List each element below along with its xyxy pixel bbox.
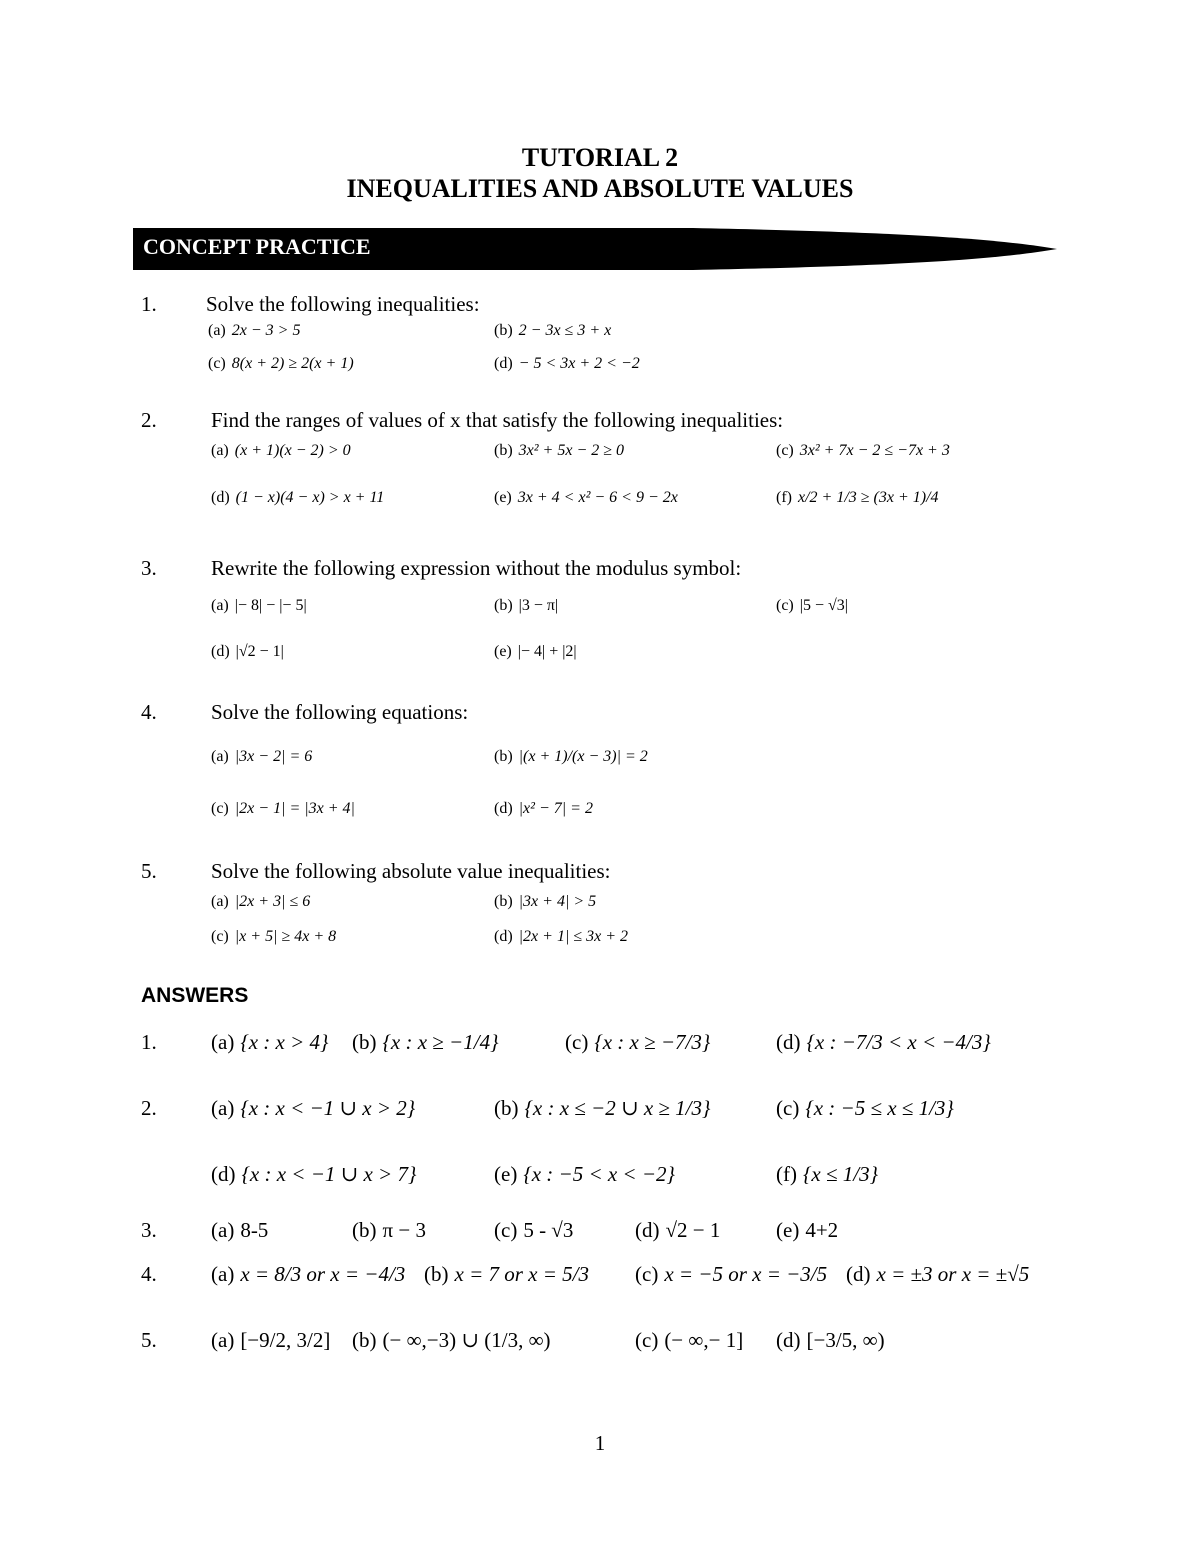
answer-part (776, 1152, 878, 1196)
part-expression: {x : x ≥ −1/4} (382, 1030, 499, 1054)
part-expression: {x ≤ 1/3} (802, 1162, 878, 1186)
part-label: (a) (211, 597, 229, 614)
part-label: (a) (211, 1096, 235, 1120)
answer-2-continued (0, 1152, 1200, 1196)
part-expression: √2 − 1 (665, 1218, 721, 1242)
part-expression: {x : x < −1 ∪ x > 7} (241, 1162, 417, 1186)
answer-5 (0, 1318, 1200, 1362)
question-part (494, 429, 624, 473)
part-label: (b) (352, 1030, 377, 1054)
part-label: (a) (211, 442, 229, 459)
answer-part (494, 1208, 573, 1252)
part-label: (f) (776, 489, 792, 506)
part-expression: 8(x + 2) ≥ 2(x + 1) (231, 355, 354, 372)
question-instruction: Solve the following inequalities: (206, 292, 480, 316)
part-label: (a) (211, 1328, 235, 1352)
question-part (494, 915, 628, 959)
part-label: (c) (211, 800, 229, 817)
part-expression: |√2 − 1| (235, 643, 284, 660)
part-label: (b) (494, 748, 513, 765)
answer-number: 4. (141, 1262, 157, 1286)
part-expression: {x : −5 < x < −2} (523, 1162, 675, 1186)
question-number: 4. (141, 700, 157, 724)
part-label: (c) (776, 442, 794, 459)
answer-part (846, 1252, 1029, 1296)
part-expression: [−3/5, ∞) (806, 1328, 885, 1352)
part-label: (a) (211, 1030, 235, 1054)
part-expression: 3x² + 5x − 2 ≥ 0 (518, 442, 625, 459)
part-expression: x = 8/3 or x = −4/3 (240, 1262, 406, 1286)
question-part (211, 429, 351, 473)
question-instruction: Find the ranges of values of x that satisfy the following inequalities: (211, 408, 784, 432)
part-label: (a) (208, 322, 226, 339)
answer-part (776, 1020, 991, 1064)
part-expression: |− 4| + |2| (517, 643, 577, 660)
question-3-row-1 (0, 584, 1200, 628)
question-5-row-2 (0, 915, 1200, 959)
part-expression: x = ±3 or x = ±√5 (876, 1262, 1030, 1286)
answer-part (635, 1208, 720, 1252)
page-title: TUTORIAL 2 (521, 143, 679, 172)
question-part (211, 735, 312, 779)
answer-number: 3. (141, 1218, 157, 1242)
question-3-row-2 (0, 630, 1200, 674)
question-part (776, 429, 950, 473)
part-expression: |− 8| − |− 5| (234, 597, 307, 614)
question-number: 5. (141, 859, 157, 883)
part-label: (b) (424, 1262, 449, 1286)
answers-heading: ANSWERS (141, 984, 249, 1007)
part-expression: 8-5 (240, 1218, 269, 1242)
part-expression: x = 7 or x = 5/3 (454, 1262, 589, 1286)
question-part (494, 342, 640, 386)
answer-part (211, 1318, 330, 1362)
part-label: (d) (635, 1218, 660, 1242)
part-expression: (x + 1)(x − 2) > 0 (234, 442, 351, 459)
part-label: (c) (635, 1262, 659, 1286)
answer-part (211, 1020, 328, 1064)
answer-part (352, 1020, 498, 1064)
part-expression: {x : x ≥ −7/3} (594, 1030, 711, 1054)
part-expression: |2x − 1| = |3x + 4| (234, 800, 355, 817)
answer-part (211, 1252, 405, 1296)
part-expression: |3 − π| (518, 597, 559, 614)
part-label: (d) (211, 1162, 236, 1186)
part-expression: 4+2 (805, 1218, 839, 1242)
question-4-row-2 (0, 787, 1200, 831)
part-label: (b) (494, 597, 513, 614)
part-expression: |x + 5| ≥ 4x + 8 (234, 928, 337, 945)
answer-number: 5. (141, 1328, 157, 1352)
part-label: (d) (211, 489, 230, 506)
part-label: (c) (776, 597, 794, 614)
part-expression: 5 - √3 (523, 1218, 574, 1242)
part-expression: x/2 + 1/3 ≥ (3x + 1)/4 (797, 489, 939, 506)
question-2-row-1 (0, 429, 1200, 473)
part-label: (c) (635, 1328, 659, 1352)
part-expression: (1 − x)(4 − x) > x + 11 (235, 489, 385, 506)
part-expression: |5 − √3| (799, 597, 848, 614)
answer-1 (0, 1020, 1200, 1064)
question-part (776, 584, 848, 628)
page-number: 1 (594, 1431, 606, 1455)
answer-part (635, 1318, 743, 1362)
question-part (211, 476, 384, 520)
part-label: (e) (776, 1218, 800, 1242)
answer-part (211, 1208, 268, 1252)
part-label: (d) (494, 800, 513, 817)
part-label: (e) (494, 1162, 518, 1186)
part-label: (d) (846, 1262, 871, 1286)
part-label: (b) (494, 1096, 519, 1120)
question-part (494, 584, 558, 628)
part-label: (b) (494, 442, 513, 459)
question-number: 1. (141, 292, 157, 316)
answer-part (494, 1152, 675, 1196)
part-expression: 2x − 3 > 5 (231, 322, 301, 339)
question-number: 2. (141, 408, 157, 432)
question-part (211, 787, 355, 831)
answer-part (776, 1208, 838, 1252)
part-label: (a) (211, 893, 229, 910)
part-expression: |3x + 4| > 5 (518, 893, 597, 910)
question-2-row-2 (0, 476, 1200, 520)
answer-part (352, 1318, 551, 1362)
answer-4 (0, 1252, 1200, 1296)
part-expression: |3x − 2| = 6 (234, 748, 313, 765)
question-1-row-2 (0, 342, 1200, 386)
part-label: (b) (494, 322, 513, 339)
answer-number: 1. (141, 1030, 157, 1054)
question-instruction: Rewrite the following expression without the modulus symbol: (211, 556, 742, 580)
part-expression: |(x + 1)/(x − 3)| = 2 (518, 748, 648, 765)
part-expression: (− ∞,− 1] (664, 1328, 744, 1352)
question-part (494, 735, 648, 779)
part-label: (d) (776, 1328, 801, 1352)
question-part (211, 915, 336, 959)
concept-practice-banner (133, 228, 1057, 270)
part-label: (b) (352, 1328, 377, 1352)
page-subtitle: INEQUALITIES AND ABSOLUTE VALUES (346, 174, 854, 203)
question-part (494, 476, 678, 520)
answer-part (352, 1208, 426, 1252)
part-expression: x = −5 or x = −3/5 (664, 1262, 828, 1286)
part-expression: {x : x > 4} (240, 1030, 329, 1054)
part-label: (a) (211, 1218, 235, 1242)
part-expression: |2x + 3| ≤ 6 (234, 893, 311, 910)
answer-part (635, 1252, 827, 1296)
answer-part (565, 1020, 710, 1064)
question-part (211, 584, 307, 628)
part-label: (d) (494, 355, 513, 372)
part-label: (c) (565, 1030, 589, 1054)
answer-part (211, 1086, 415, 1130)
question-instruction: Solve the following equations: (211, 700, 469, 724)
question-number: 3. (141, 556, 157, 580)
part-label: (c) (211, 928, 229, 945)
question-instruction: Solve the following absolute value inequalities: (211, 859, 611, 883)
part-label: (e) (494, 643, 512, 660)
part-expression: − 5 < 3x + 2 < −2 (518, 355, 640, 372)
question-part (211, 630, 284, 674)
part-expression: {x : x < −1 ∪ x > 2} (240, 1096, 416, 1120)
part-label: (e) (494, 489, 512, 506)
question-part (776, 476, 939, 520)
part-expression: π − 3 (382, 1218, 426, 1242)
answer-part (494, 1086, 710, 1130)
part-expression: 2 − 3x ≤ 3 + x (518, 322, 612, 339)
part-label: (a) (211, 1262, 235, 1286)
part-label: (c) (208, 355, 226, 372)
answer-part (776, 1086, 954, 1130)
answer-part (424, 1252, 589, 1296)
question-part (494, 630, 577, 674)
part-label: (c) (494, 1218, 518, 1242)
part-expression: 3x + 4 < x² − 6 < 9 − 2x (517, 489, 678, 506)
answer-part (211, 1152, 416, 1196)
part-expression: 3x² + 7x − 2 ≤ −7x + 3 (799, 442, 950, 459)
part-label: (a) (211, 748, 229, 765)
part-expression: (− ∞,−3) ∪ (1/3, ∞) (382, 1328, 551, 1352)
question-part (208, 342, 354, 386)
answer-3 (0, 1208, 1200, 1252)
part-label: (f) (776, 1162, 797, 1186)
part-label: (b) (494, 893, 513, 910)
part-expression: {x : x ≤ −2 ∪ x ≥ 1/3} (524, 1096, 711, 1120)
banner-label: CONCEPT PRACTICE (143, 234, 371, 259)
part-expression: {x : −5 ≤ x ≤ 1/3} (805, 1096, 954, 1120)
answer-part (776, 1318, 885, 1362)
part-label: (d) (776, 1030, 801, 1054)
part-label: (c) (776, 1096, 800, 1120)
part-expression: |x² − 7| = 2 (518, 800, 593, 817)
part-expression: |2x + 1| ≤ 3x + 2 (518, 928, 629, 945)
answer-2 (0, 1086, 1200, 1130)
part-label: (b) (352, 1218, 377, 1242)
question-4-row-1 (0, 735, 1200, 779)
part-expression: [−9/2, 3/2] (240, 1328, 331, 1352)
answer-number: 2. (141, 1096, 157, 1120)
part-label: (d) (211, 643, 230, 660)
part-label: (d) (494, 928, 513, 945)
part-expression: {x : −7/3 < x < −4/3} (806, 1030, 991, 1054)
question-part (494, 787, 593, 831)
